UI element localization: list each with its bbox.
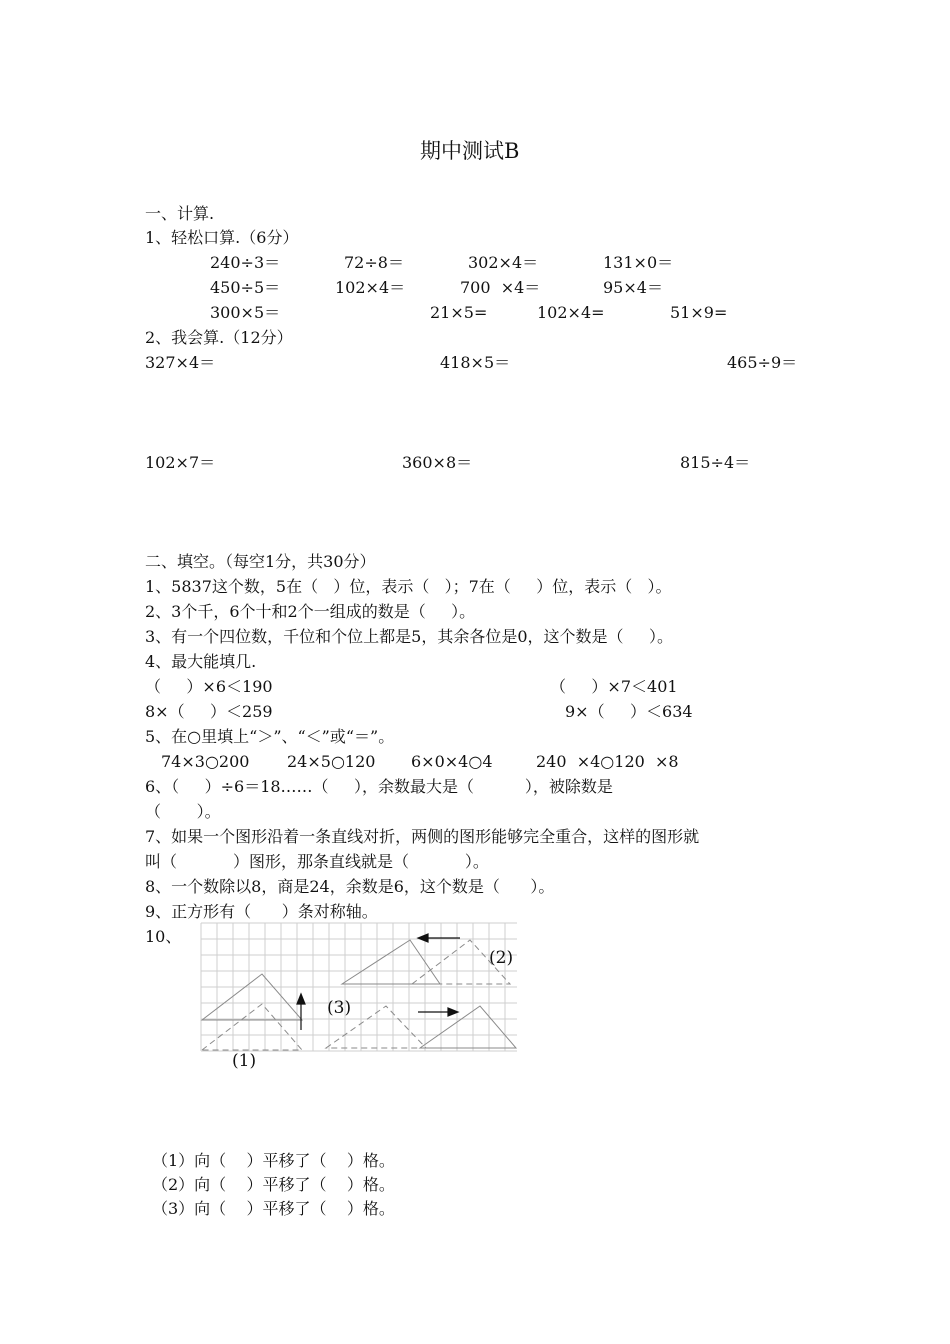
oral-calc-item: 21×5= (430, 303, 488, 322)
q2-label: 2、我会算.（12分） (145, 328, 293, 347)
fill-question: 8、一个数除以8，商是24，余数是6，这个数是（ ）。 (145, 877, 555, 896)
fill-question: 6、（ ）÷6＝18……（ ），余数最大是（ ），被除数是 (145, 777, 613, 796)
q1-label: 1、轻松口算.（6分） (145, 228, 299, 247)
oral-calc-item: 51×9= (670, 303, 728, 322)
fill-question: 10、 (145, 927, 182, 946)
fill-question: 2、3个千，6个十和2个一组成的数是（ ）。 (145, 602, 476, 621)
written-calc-item: 327×4＝ (145, 353, 216, 372)
compare-item: 6×0×4○4 (411, 752, 493, 771)
fill-question: 1、5837这个数，5在（ ）位，表示（ ）；7在（ ）位，表示（ ）。 (145, 577, 672, 596)
oral-calc-item: 700 ×4＝ (460, 278, 541, 297)
figure-label-1: (1) (232, 1051, 257, 1071)
compare-item: 24×5○120 (287, 752, 376, 771)
inequality-item: 8×（ ）＜259 (145, 702, 273, 721)
compare-item: 240 ×4○120 ×8 (536, 752, 679, 771)
compare-item: 74×3○200 (161, 752, 250, 771)
translation-answer: （3）向（ ）平移了（ ）格。 (152, 1199, 395, 1218)
oral-calc-item: 450÷5＝ (210, 278, 281, 297)
fill-question: 3、有一个四位数，千位和个位上都是5，其余各位是0，这个数是（ ）。 (145, 627, 673, 646)
oral-calc-item: 300×5＝ (210, 303, 281, 322)
oral-calc-item: 302×4＝ (468, 253, 539, 272)
page-title: 期中测试B (420, 139, 520, 163)
fill-question: 9、正方形有（ ）条对称轴。 (145, 902, 378, 921)
written-calc-item: 360×8＝ (402, 453, 473, 472)
figure-label-2: (2) (489, 948, 514, 968)
arrow-left-icon (418, 934, 428, 942)
translation-answer: （2）向（ ）平移了（ ）格。 (152, 1175, 395, 1194)
oral-calc-item: 240÷3＝ (210, 253, 281, 272)
oral-calc-item: 102×4= (537, 303, 605, 322)
written-calc-item: 102×7＝ (145, 453, 216, 472)
oral-calc-item: 95×4＝ (603, 278, 663, 297)
written-calc-item: 815÷4＝ (680, 453, 751, 472)
written-calc-item: 418×5＝ (440, 353, 511, 372)
arrow-up-icon (297, 994, 305, 1004)
translation-grid-figure (200, 922, 520, 1052)
fill-question: 5、在○里填上“＞”、“＜”或“＝”。 (145, 727, 395, 746)
written-calc-item: 465÷9＝ (727, 353, 798, 372)
oral-calc-item: 102×4＝ (335, 278, 406, 297)
section-2-heading: 二、填空。（每空1分，共30分） (145, 552, 376, 571)
fill-question: （ ）。 (145, 802, 221, 821)
inequality-item: （ ）×6＜190 (145, 677, 273, 696)
inequality-item: 9×（ ）＜634 (565, 702, 693, 721)
oral-calc-item: 72÷8＝ (344, 253, 404, 272)
figure-label-3: (3) (327, 998, 352, 1018)
oral-calc-item: 131×0＝ (603, 253, 674, 272)
fill-question: 4、最大能填几. (145, 652, 257, 671)
translation-answer: （1）向（ ）平移了（ ）格。 (152, 1151, 395, 1170)
fill-question: 7、如果一个图形沿着一条直线对折，两侧的图形能够完全重合，这样的图形就 (145, 827, 700, 846)
section-1-heading: 一、计算. (145, 204, 215, 223)
inequality-item: （ ）×7＜401 (550, 677, 678, 696)
fill-question: 叫（ ）图形，那条直线就是（ ）。 (145, 852, 489, 871)
